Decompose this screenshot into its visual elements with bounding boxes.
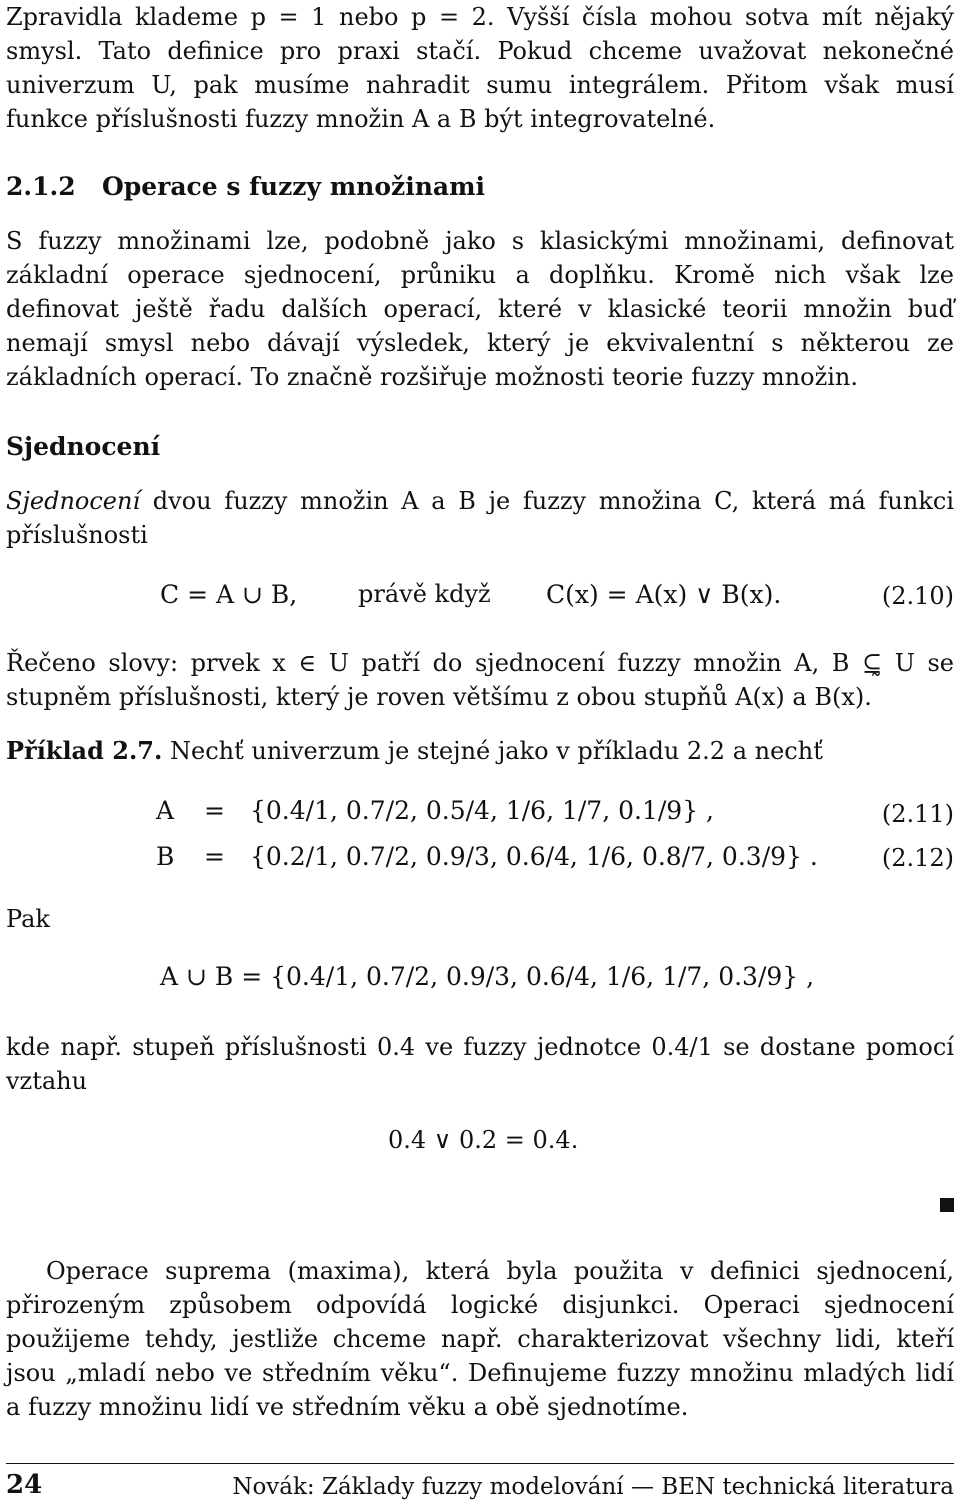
- definition-paragraph: [6, 484, 954, 552]
- pak-label: Pak: [6, 905, 50, 933]
- definition-text: dvou fuzzy množin A a B je fuzzy množina C, která má funkci příslušnosti: [6, 487, 954, 549]
- closing-paragraph: Operace suprema (maxima), která byla použita v definici sjednocení, přirozeným způsobem odpovídá logické disjunkci. Operaci sjednocení použijeme tehdy, jestliže chceme např. charakterizovat všechny lidi, kteří jsou „mladí nebo ve středním věku“. Definujeme fuzzy množinu mladých lidí a fuzzy množinu lidí ve středním věku a obě sjednotíme.: [6, 1257, 954, 1421]
- equation-2-12-number: (2.12): [881, 844, 954, 872]
- equation-union: A ∪ B = {0.4/1, 0.7/2, 0.9/3, 0.6/4, 1/6, 1/7, 0.3/9} ,: [160, 962, 815, 991]
- equation-max: 0.4 ∨ 0.2 = 0.4.: [388, 1126, 579, 1154]
- equation-2-11-lhs: A: [156, 796, 175, 825]
- section-heading: [6, 172, 485, 201]
- footer-rule: [6, 1463, 954, 1464]
- equation-2-10-right: C(x) = A(x) ∨ B(x).: [546, 580, 782, 609]
- section-number: 2.1.2: [6, 172, 76, 201]
- equation-2-10-number: (2.10): [881, 582, 954, 610]
- intro-paragraph: Zpravidla klademe p = 1 nebo p = 2. Vyšší čísla mohou sotva mít nějaký smysl. Tato definice pro praxi stačí. Pokud chceme uvažovat nekonečné univerzum U, pak musíme nahradit sumu integrálem. Přitom však musí funkce příslušnosti fuzzy množin A a B být integrovatelné.: [6, 3, 954, 133]
- qed-mark: [940, 1198, 954, 1212]
- words-paragraph: Řečeno slovy: prvek x ∈ U patří do sjednocení fuzzy množin A, B ⊆̰ U se stupněm příslušnosti, který je roven většímu z obou stupňů A(x) a B(x).: [6, 649, 954, 711]
- footer-text: Novák: Základy fuzzy modelování — BEN technická literatura: [232, 1474, 954, 1500]
- definition-term: Sjednocení: [6, 487, 141, 515]
- subheading-sjednoceni: Sjednocení: [6, 432, 161, 461]
- equation-2-12-equals: =: [204, 842, 225, 871]
- example-text: Nechť univerzum je stejné jako v příkladu 2.2 a nechť: [170, 737, 823, 765]
- equation-2-11-rhs: {0.4/1, 0.7/2, 0.5/4, 1/6, 1/7, 0.1/9} ,: [250, 796, 714, 825]
- equation-2-11-equals: =: [204, 796, 225, 825]
- example-paragraph: [6, 734, 954, 768]
- section-title: Operace s fuzzy množinami: [102, 172, 486, 201]
- footer-page-number: 24: [6, 1470, 43, 1500]
- equation-2-12-lhs: B: [156, 842, 175, 871]
- equation-2-11-number: (2.11): [881, 800, 954, 828]
- kde-paragraph: kde např. stupeň příslušnosti 0.4 ve fuzzy jednotce 0.4/1 se dostane pomocí vztahu: [6, 1033, 954, 1095]
- example-label: Příklad 2.7.: [6, 736, 163, 765]
- equation-2-10-left: C = A ∪ B,: [160, 580, 298, 609]
- equation-2-10-middle: právě když: [358, 580, 491, 608]
- section-paragraph: S fuzzy množinami lze, podobně jako s klasickými množinami, definovat základní operace sjednocení, průniku a doplňku. Kromě nich však lze definovat ještě řadu dalších operací, které v klasické teorii množin buď nemají smysl nebo dávají výsledek, který je ekvivalentní s některou ze základních operací. To značně rozšiřuje možnosti teorie fuzzy množin.: [6, 227, 954, 391]
- equation-2-12-rhs: {0.2/1, 0.7/2, 0.9/3, 0.6/4, 1/6, 0.8/7, 0.3/9} .: [250, 842, 818, 871]
